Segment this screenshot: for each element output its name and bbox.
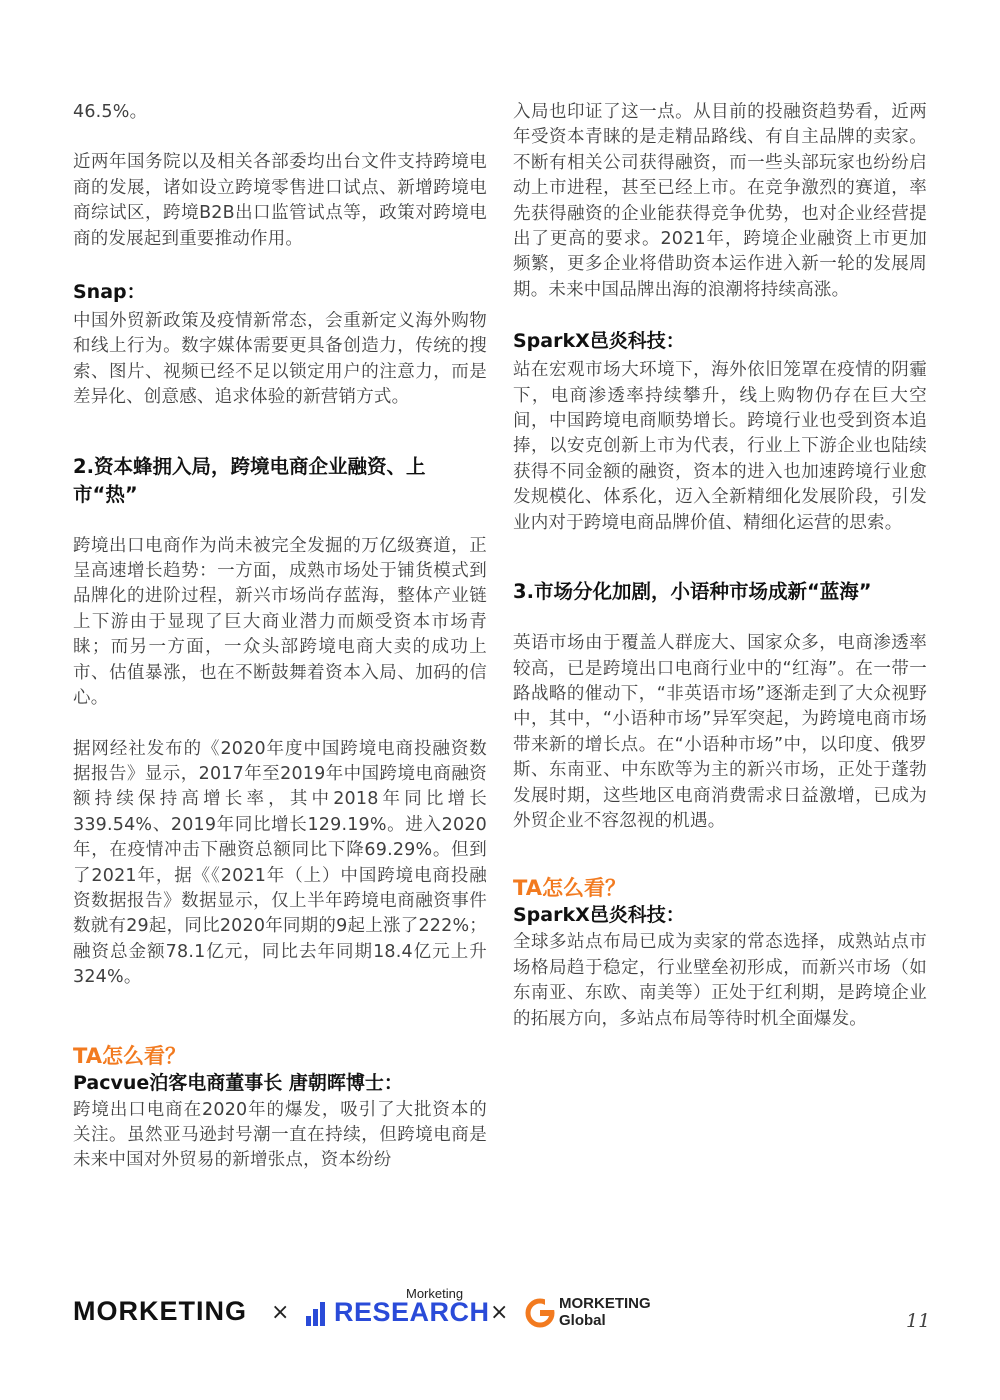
ta-heading-left: TA怎么看？ — [73, 1043, 186, 1068]
left-paragraph-6: 跨境出口电商在2020年的爆发，吸引了大批资本的关注。虽然亚马逊封号潮一直在持续，但跨境电商是未来中国对外贸易的新增张点，资本纷纷 — [73, 1099, 487, 1171]
left-paragraph-2: 近两年国务院以及相关各部委均出台文件支持跨境电商的发展，诸如设立跨境零售进口试点、新增跨境电商综试区，跨境B2B出口监管试点等，政策对跨境电商的发展起到重要推动作用。 — [73, 152, 487, 249]
right-paragraph-4: 全球多站点布局已成为卖家的常态选择，成熟站点市场格局趋于稳定，行业壁垒初形成，而新兴市场（如东南亚、东欧、南美等）正处于红利期，是跨境企业的拓展方向，多站点布局等待时机全面爆发。 — [513, 932, 927, 1029]
page-number: 11 — [906, 1310, 931, 1332]
global-logo-line-1: MORKETING — [559, 1295, 651, 1312]
research-logo-superscript: Morketing — [406, 1286, 464, 1301]
research-bars-icon — [306, 1302, 332, 1326]
snap-heading: Snap： — [73, 281, 146, 304]
sparkx-heading: SparkX邑炎科技： — [513, 330, 685, 353]
left-paragraph-4: 跨境出口电商作为尚未被完全发掘的万亿级赛道，正呈高速增长趋势：一方面，成熟市场处于铺货模式到品牌化的进阶过程，新兴市场尚存蓝海，整体产业链上下游由于显现了巨大商业潜力而颇受资本市场青睐；而另一方面，一众头部跨境电商大卖的成功上市、估值暴涨，也在不断鼓舞着资本入局、加码的信心。 — [73, 535, 487, 709]
left-paragraph-1: 46.5%。 — [73, 102, 148, 122]
left-paragraph-3: 中国外贸新政策及疫情新常态，会重新定义海外购物和线上行为。数字媒体需要更具备创造力，传统的搜索、图片、视频已经不足以锁定用户的注意力，而是差异化、创意感、追求体验的新营销方式。 — [73, 311, 487, 408]
left-paragraph-5: 据网经社发布的《2020年度中国跨境电商投融资数据报告》显示，2017年至2019年中国跨境电商融资额持续保持高增长率，其中2018年同比增长339.54%、2019年同比增长129.19%。进入2020年，在疫情冲击下融资总额同比下降69.29%。但到了2021年，据《《2021年（上）中国跨境电商投融资数据报告》数据显示，仅上半年跨境电商融资事件数就有29起，同比2020年同期的9起上涨了222%；融资总金额78.1亿元，同比去年同期18.4亿元上升324%。 — [73, 738, 487, 988]
morketing-global-logo — [525, 1292, 675, 1336]
times-symbol-2: × — [490, 1300, 509, 1325]
footer-logos — [73, 1288, 933, 1338]
global-logo-line-2: Global — [559, 1312, 606, 1329]
pacvue-heading: Pacvue泊客电商董事长 唐朝晖博士： — [73, 1071, 403, 1094]
morketing-global-icon — [525, 1298, 555, 1328]
right-column — [513, 100, 927, 1032]
research-logo-text: RESEARCH — [334, 1297, 490, 1327]
sparkx-heading-2: SparkX邑炎科技： — [513, 904, 685, 927]
left-column — [73, 100, 487, 1174]
morketing-research-logo — [306, 1286, 490, 1338]
morketing-logo-text: MORKETING — [73, 1296, 247, 1326]
ta-heading-right: TA怎么看？ — [513, 876, 626, 901]
right-paragraph-1: 入局也印证了这一点。从目前的投融资趋势看，近两年受资本青睐的是走精品路线、有自主品牌的卖家。不断有相关公司获得融资，而一些头部玩家也纷纷启动上市进程，甚至已经上市。在竞争激烈的赛道，率先获得融资的企业能获得竞争优势，也对企业经营提出了更高的要求。2021年，跨境企业融资上市更加频繁，更多企业将借助资本运作进入新一轮的发展周期。未来中国品牌出海的浪潮将持续高涨。 — [513, 102, 927, 300]
right-paragraph-2: 站在宏观市场大环境下，海外依旧笼罩在疫情的阴霾下，电商渗透率持续攀升，线上购物仍存在巨大空间，中国跨境电商顺势增长。跨境行业也受到资本追捧，以安克创新上市为代表，行业上下游企业也陆续获得不同金额的融资，资本的进入也加速跨境行业愈发规模化、体系化，迈入全新精细化发展阶段，引发业内对于跨境电商品牌价值、精细化运营的思索。 — [513, 360, 927, 533]
times-symbol-1: × — [271, 1300, 290, 1325]
section-3-heading: 3.市场分化加剧，小语种市场成新“蓝海” — [513, 580, 872, 604]
right-paragraph-3: 英语市场由于覆盖人群庞大、国家众多，电商渗透率较高，已是跨境出口电商行业中的“红海”。在一带一路战略的催动下，“非英语市场”逐渐走到了大众视野中，其中，“小语种市场”异军突起，为跨境电商市场带来新的增长点。在“小语种市场”中，以印度、俄罗斯、东南亚、中东欧等为主的新兴市场，正处于蓬勃发展时期，这些地区电商消费需求日益激增，已成为外贸企业不容忽视的机遇。 — [513, 633, 927, 831]
section-2-heading: 2.资本蜂拥入局，跨境电商企业融资、上市“热” — [73, 454, 426, 506]
morketing-logo — [73, 1296, 247, 1327]
